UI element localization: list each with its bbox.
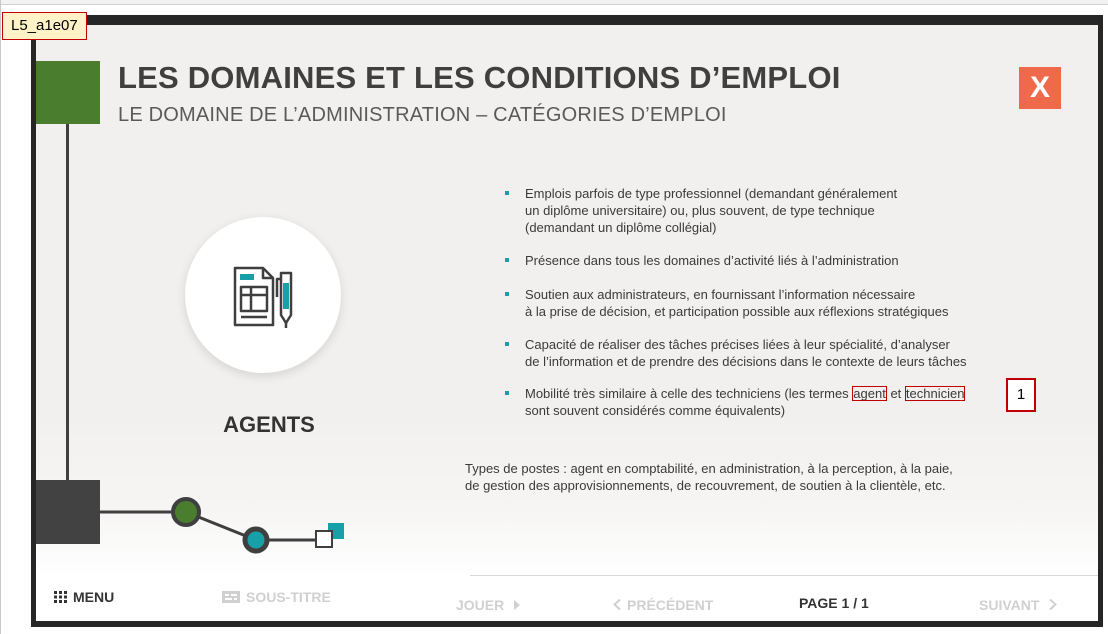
page-indicator: PAGE 1 / 1: [799, 595, 869, 611]
bullet-line: Soutien aux administrateurs, en fournissant l’information nécessaire: [525, 287, 916, 302]
slide-id-tag: L5_a1e07: [2, 12, 87, 40]
document-pen-icon: [185, 217, 341, 373]
bullet-line: Mobilité très similaire à celle des techniciens (les termes: [525, 386, 853, 401]
page-subtitle: LE DOMAINE DE L’ADMINISTRATION – CATÉGORIES D’EMPLOI: [118, 104, 727, 126]
grid-icon: [54, 591, 67, 603]
bullet-line: (demandant un diplôme collégial): [525, 220, 717, 235]
chevron-left-icon: [613, 599, 621, 610]
chevron-right-icon: [1049, 599, 1057, 610]
subtitle-button[interactable]: SOUS-TITRE: [222, 589, 331, 605]
icon-pen-body: [283, 283, 289, 309]
timeline-outline-square: [316, 531, 332, 547]
subtitles-icon: [222, 591, 240, 603]
category-label: AGENTS: [223, 412, 315, 437]
icon-teal-bar: [240, 274, 254, 280]
bullet-dot: [505, 292, 509, 296]
category-icon-circle: [185, 217, 341, 373]
glossary-term-agent[interactable]: agent: [853, 386, 886, 401]
bullet-line: sont souvent considérés comme équivalents): [525, 403, 786, 418]
bullet-line: Présence dans tous les domaines d’activité liés à l’administration: [525, 253, 899, 268]
bullet-dot: [505, 391, 509, 395]
glossary-term-technicien[interactable]: technicien: [905, 386, 965, 401]
menu-button[interactable]: MENU: [54, 589, 114, 605]
bullet-dot: [505, 191, 509, 195]
bullet-dot: [505, 342, 509, 346]
bullet-line: Capacité de réaliser des tâches précises liées à leur spécialité, d’analyser: [525, 337, 950, 352]
bullet-line: Emplois parfois de type professionnel (demandant généralement: [525, 186, 898, 201]
play-button[interactable]: JOUER: [456, 597, 521, 613]
types-of-posts: Types de postes : agent en comptabilité, en administration, à la perception, à la paie, de gestion des approvisionnements, de recouvrement, de soutien à la clientèle, etc.: [465, 461, 953, 493]
previous-button[interactable]: PRÉCÉDENT: [613, 597, 713, 613]
chevron-right-icon: [513, 600, 521, 610]
bullet-dot: [505, 258, 509, 262]
bullet-line: de l’information et de prendre des décisions dans le contexte de leurs tâches: [525, 354, 967, 369]
bullet-line: à la prise de décision, et participation possible aux réflexions stratégiques: [525, 304, 949, 319]
timeline-node-green: [173, 499, 199, 525]
next-button[interactable]: SUIVANT: [979, 597, 1057, 613]
page-title: LES DOMAINES ET LES CONDITIONS D’EMPLOI: [118, 60, 841, 95]
bullet-line: un diplôme universitaire) ou, plus souvent, de type technique: [525, 203, 875, 218]
annotation-callout: 1: [1006, 378, 1036, 412]
close-button[interactable]: X: [1019, 67, 1061, 109]
timeline-node-teal: [245, 529, 267, 551]
